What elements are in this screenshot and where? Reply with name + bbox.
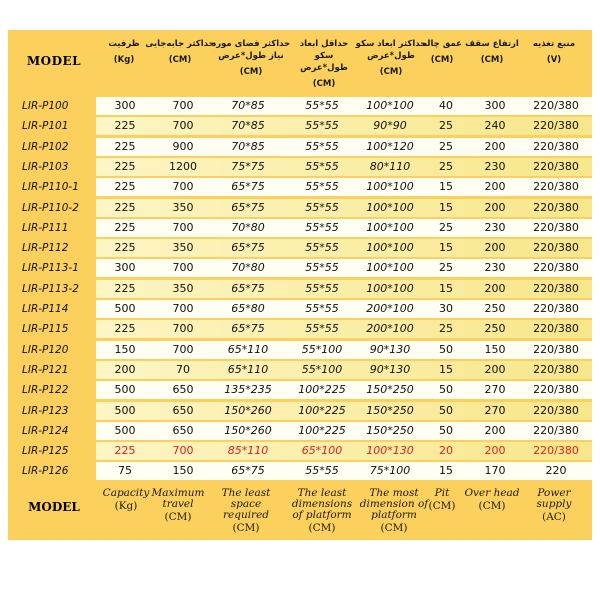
- model-cell: LIR-P102: [22, 140, 69, 153]
- table-cell: 225: [114, 241, 136, 255]
- header-fa-most-platform: [354, 38, 428, 102]
- table-cell: 15: [439, 200, 453, 214]
- table-cell: 700: [172, 261, 194, 275]
- header-fa-unit: (CM): [379, 67, 403, 77]
- table-cell: 225: [114, 139, 136, 153]
- model-header-top: MODEL: [26, 54, 82, 68]
- header-fa-overhead: [464, 38, 520, 102]
- model-cell: LIR-P121: [22, 363, 69, 376]
- header-fa-text: ارتفاع سقف: [465, 39, 519, 49]
- table-cell: 65*75: [231, 241, 265, 255]
- table-cell: 65*75: [231, 322, 265, 336]
- table-cell: 220/380: [533, 139, 579, 153]
- table-cell: 65*100: [301, 444, 343, 458]
- model-cell: LIR-P114: [22, 303, 69, 315]
- model-cell: LIR-P101: [22, 120, 69, 133]
- table-cell: 70*85: [231, 139, 265, 153]
- table-cell: 55*55: [305, 159, 339, 173]
- table-cell: 270: [484, 383, 506, 397]
- table-cell: 150*250: [366, 403, 414, 417]
- header-en-text: The most dimension of platform: [359, 487, 429, 521]
- table-cell: 15: [439, 241, 453, 255]
- table-cell: 220/380: [533, 362, 579, 376]
- table-cell: 650: [172, 423, 194, 437]
- header-en-power: [524, 488, 584, 523]
- table-cell: 220/380: [533, 322, 579, 336]
- header-en-text: The least dimensions of platform: [291, 487, 353, 521]
- table-cell: 300: [114, 99, 136, 112]
- table-cell: 225: [114, 444, 136, 458]
- header-fa-text: حداقل ابعاد سکو طول*عرض: [299, 39, 349, 73]
- table-cell: 135*235: [224, 383, 272, 397]
- table-cell: 220/380: [533, 119, 579, 133]
- table-cell: 150*260: [224, 403, 272, 417]
- table-cell: 220/380: [533, 220, 579, 234]
- table-cell: 700: [172, 302, 194, 315]
- table-cell: 700: [172, 180, 194, 194]
- model-cell: LIR-P110-2: [22, 201, 79, 214]
- header-en-travel: [148, 488, 208, 523]
- table-cell: 100*100: [366, 180, 414, 194]
- table-cell: 220/380: [533, 200, 579, 214]
- table-cell: 150*250: [366, 383, 414, 397]
- header-en-overhead: [464, 488, 520, 512]
- table-cell: 55*55: [305, 302, 339, 315]
- table-cell: 350: [172, 281, 194, 295]
- table-cell: 55*55: [305, 241, 339, 255]
- table-cell: 1200: [169, 159, 197, 173]
- header-fa-text: عمق چاله: [422, 39, 462, 49]
- model-cell: LIR-P126: [22, 465, 69, 478]
- table-cell: 55*55: [305, 139, 339, 153]
- table-cell: 50: [439, 342, 453, 356]
- table-cell: 220/380: [533, 403, 579, 417]
- table-row: [8, 137, 592, 157]
- table-cell: 350: [172, 200, 194, 214]
- table-cell: 100*100: [366, 200, 414, 214]
- header-fa-unit: (CM): [430, 55, 454, 65]
- table-cell: 700: [172, 342, 194, 356]
- table-cell: 350: [172, 241, 194, 255]
- table-row: [8, 218, 592, 238]
- table-cell: 15: [439, 180, 453, 194]
- table-cell: 220/380: [533, 302, 579, 315]
- table-row: [8, 116, 592, 136]
- table-cell: 240: [484, 119, 506, 133]
- table-cell: 700: [172, 220, 194, 234]
- table-cell: 65*110: [227, 362, 269, 376]
- header-en-unit: (CM): [164, 511, 192, 523]
- table-cell: 225: [114, 200, 136, 214]
- table-cell: 150*250: [366, 423, 414, 437]
- table-row: [8, 421, 592, 441]
- table-cell: 100*225: [298, 423, 346, 437]
- table-cell: 55*55: [305, 220, 339, 234]
- table-cell: 50: [439, 403, 453, 417]
- table-cell: 55*100: [301, 342, 343, 356]
- table-cell: 500: [114, 423, 136, 437]
- table-cell: 225: [114, 281, 136, 295]
- model-cell: LIR-P120: [22, 343, 69, 356]
- table-cell: 100*130: [366, 444, 414, 458]
- header-fa-unit: (V): [546, 55, 562, 65]
- table-cell: 700: [172, 99, 194, 112]
- table-cell: 15: [439, 464, 453, 478]
- table-cell: 15: [439, 362, 453, 376]
- header-fa-power: [522, 38, 586, 102]
- table-cell: 150: [484, 342, 506, 356]
- table-cell: 225: [114, 180, 136, 194]
- table-cell: 150: [114, 342, 136, 356]
- table-cell: 150: [172, 464, 194, 478]
- model-cell: LIR-P125: [22, 445, 69, 458]
- table-cell: 220/380: [533, 180, 579, 194]
- table-cell: 220/380: [533, 241, 579, 255]
- table-cell: 200: [484, 241, 506, 255]
- table-cell: 90*130: [369, 362, 411, 376]
- table-cell: 30: [439, 302, 453, 315]
- table-cell: 100*100: [366, 241, 414, 255]
- table-cell: 650: [172, 383, 194, 397]
- table-cell: 50: [439, 423, 453, 437]
- table-cell: 55*55: [305, 99, 339, 112]
- table-cell: 25: [439, 322, 453, 336]
- header-en-text: Maximum travel: [151, 487, 205, 510]
- model-cell: LIR-P123: [22, 404, 69, 417]
- header-fa-least-platform: [292, 38, 356, 102]
- table-row: [8, 198, 592, 218]
- table-cell: 220/380: [533, 383, 579, 397]
- header-en-unit: (Kg): [114, 500, 138, 512]
- header-fa-unit: (CM): [239, 67, 263, 77]
- table-cell: 500: [114, 403, 136, 417]
- table-cell: 100*100: [366, 281, 414, 295]
- header-fa-space: [206, 38, 296, 102]
- table-cell: 300: [484, 99, 506, 112]
- table-cell: 55*55: [305, 261, 339, 275]
- table-cell: 225: [114, 119, 136, 133]
- table-cell: 90*130: [369, 342, 411, 356]
- table-cell: 250: [484, 302, 506, 315]
- header-fa-pit: [422, 38, 462, 102]
- header-en-text: Pit: [434, 487, 450, 499]
- model-cell: LIR-P110-1: [22, 181, 79, 194]
- header-fa-text: ظرفیت: [108, 39, 140, 49]
- model-cell: LIR-P112: [22, 242, 69, 255]
- table-row: [8, 461, 592, 481]
- table-cell: 200*100: [366, 322, 414, 336]
- table-cell: 220/380: [533, 281, 579, 295]
- table-cell: 900: [172, 139, 194, 153]
- table-row: [8, 380, 592, 400]
- table-row: [8, 96, 592, 116]
- table-cell: 225: [114, 322, 136, 336]
- table-row: [8, 238, 592, 258]
- table-row: [8, 279, 592, 299]
- table-cell: 220/380: [533, 261, 579, 275]
- table-row: [8, 441, 592, 461]
- header-en-space: [208, 488, 284, 534]
- table-cell: 75*75: [231, 159, 265, 173]
- table-cell: 230: [484, 159, 506, 173]
- model-header-bottom: MODEL: [28, 500, 80, 514]
- table-row: [8, 340, 592, 360]
- table-row: [8, 258, 592, 278]
- table-cell: 55*55: [305, 281, 339, 295]
- table-row: [8, 360, 592, 380]
- table-cell: 70*80: [231, 220, 265, 234]
- header-en-pit: [422, 488, 462, 512]
- table-row: [8, 401, 592, 421]
- table-cell: 25: [439, 159, 453, 173]
- table-cell: 65*75: [231, 200, 265, 214]
- table-cell: 230: [484, 220, 506, 234]
- table-cell: 100*100: [366, 261, 414, 275]
- header-fa-text: حداکثر جابه‌جایی: [145, 39, 215, 49]
- table-cell: 65*80: [231, 302, 265, 315]
- table-cell: 220: [545, 464, 567, 478]
- table-cell: 25: [439, 220, 453, 234]
- table-cell: 220/380: [533, 444, 579, 458]
- header-fa-unit: (Kg): [113, 55, 135, 65]
- table-cell: 200: [484, 444, 506, 458]
- table-row: [8, 299, 592, 319]
- table-cell: 700: [172, 444, 194, 458]
- table-cell: 55*55: [305, 464, 339, 478]
- table-cell: 220/380: [533, 99, 579, 112]
- table-cell: 200: [484, 362, 506, 376]
- header-fa-text: حداکثر ابعاد سکو طول*عرض: [355, 39, 427, 61]
- table-cell: 500: [114, 302, 136, 315]
- model-cell: LIR-P113-2: [22, 282, 79, 295]
- table-cell: 300: [114, 261, 136, 275]
- header-en-unit: (AC): [542, 511, 566, 523]
- table-cell: 15: [439, 281, 453, 295]
- table-row: [8, 319, 592, 339]
- table-cell: 65*110: [227, 342, 269, 356]
- model-cell: LIR-P100: [22, 100, 69, 112]
- table-cell: 20: [439, 444, 453, 458]
- model-cell: LIR-P122: [22, 384, 69, 397]
- table-cell: 65*75: [231, 464, 265, 478]
- table-cell: 65*75: [231, 180, 265, 194]
- table-cell: 55*55: [305, 119, 339, 133]
- table-cell: 650: [172, 403, 194, 417]
- header-fa-unit: (CM): [168, 55, 192, 65]
- table-cell: 220/380: [533, 423, 579, 437]
- table-cell: 220/380: [533, 159, 579, 173]
- header-en-text: The least space required: [221, 487, 271, 521]
- table-cell: 55*55: [305, 322, 339, 336]
- model-cell: LIR-P111: [22, 221, 69, 234]
- header-en-text: Power supply: [536, 487, 572, 510]
- table-row: [8, 157, 592, 177]
- table-cell: 200: [114, 362, 136, 376]
- header-en-unit: (CM): [380, 522, 408, 534]
- table-cell: 55*55: [305, 200, 339, 214]
- table-cell: 85*110: [227, 444, 269, 458]
- table-cell: 250: [484, 322, 506, 336]
- table-cell: 50: [439, 383, 453, 397]
- model-cell: LIR-P103: [22, 160, 69, 173]
- table-cell: 70*85: [231, 99, 265, 112]
- model-cell: LIR-P113-1: [22, 262, 79, 275]
- table-cell: 55*55: [305, 180, 339, 194]
- table-cell: 100*225: [298, 383, 346, 397]
- header-en-unit: (CM): [308, 522, 336, 534]
- table-cell: 70*80: [231, 261, 265, 275]
- table-cell: 200: [484, 139, 506, 153]
- header-fa-text: منبع تغذیه: [532, 39, 576, 49]
- header-fa-unit: (CM): [312, 79, 336, 89]
- header-en-unit: (CM): [232, 522, 260, 534]
- model-cell: LIR-P115: [22, 323, 69, 336]
- table-cell: 270: [484, 403, 506, 417]
- table-cell: 75*100: [369, 464, 411, 478]
- table-cell: 25: [439, 261, 453, 275]
- table-cell: 80*110: [369, 159, 411, 173]
- table-cell: 500: [114, 383, 136, 397]
- table-cell: 25: [439, 119, 453, 133]
- table-cell: 70: [176, 362, 190, 376]
- header-fa-unit: (CM): [480, 55, 504, 65]
- table-cell: 200*100: [366, 302, 414, 315]
- header-en-most-platform: [358, 488, 430, 534]
- table-row: [8, 177, 592, 197]
- table-cell: 100*100: [366, 99, 414, 112]
- header-en-unit: (CM): [428, 500, 456, 512]
- table-cell: 200: [484, 281, 506, 295]
- table-cell: 170: [484, 464, 506, 478]
- table-cell: 75: [118, 464, 132, 478]
- table-cell: 25: [439, 139, 453, 153]
- table-cell: 200: [484, 180, 506, 194]
- table-cell: 100*225: [298, 403, 346, 417]
- table-cell: 65*75: [231, 281, 265, 295]
- table-cell: 90*90: [373, 119, 407, 133]
- table-cell: 40: [439, 99, 453, 112]
- model-cell: LIR-P124: [22, 424, 69, 437]
- spec-table: [8, 30, 592, 540]
- header-fa-capacity: [102, 38, 146, 102]
- table-cell: 700: [172, 119, 194, 133]
- header-en-least-platform: [286, 488, 358, 534]
- header-fa-travel: [145, 38, 215, 102]
- table-cell: 150*260: [224, 423, 272, 437]
- header-fa-text: حداکثر فضای مورد نیاز طول*عرض: [211, 39, 291, 61]
- table-cell: 230: [484, 261, 506, 275]
- header-en-unit: (CM): [478, 500, 506, 512]
- table-cell: 700: [172, 322, 194, 336]
- table-cell: 70*85: [231, 119, 265, 133]
- table-cell: 225: [114, 159, 136, 173]
- table-cell: 200: [484, 423, 506, 437]
- header-en-text: Capacity: [102, 487, 150, 499]
- table-cell: 100*100: [366, 220, 414, 234]
- table-cell: 220/380: [533, 342, 579, 356]
- table-cell: 55*100: [301, 362, 343, 376]
- table-cell: 200: [484, 200, 506, 214]
- table-cell: 225: [114, 220, 136, 234]
- table-cell: 100*120: [366, 139, 414, 153]
- header-en-text: Over head: [464, 487, 520, 499]
